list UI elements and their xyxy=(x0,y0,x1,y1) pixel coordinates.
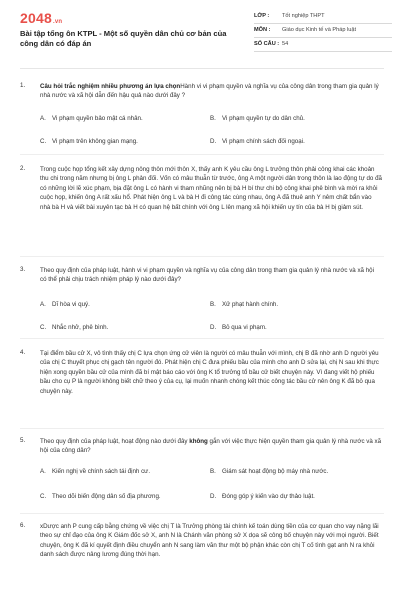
option-d[interactable]: D. Bỏ qua vi phạm. xyxy=(210,324,267,331)
meta-value-mon: Giáo dục Kinh tế và Pháp luật xyxy=(282,27,357,33)
option-b[interactable]: B. Vi phạm quyền tự do dân chủ. xyxy=(210,115,305,122)
meta-value-socau: 54 xyxy=(282,41,289,47)
question-divider xyxy=(20,338,384,339)
document-meta xyxy=(254,10,392,52)
question-text: Theo quy định của pháp luật, hành vi vi phạm quyền và nghĩa vụ của công dân trong tham gia quản lý nhà nước và xã hội có thể phải chịu trách nhiệm pháp lý nào dưới đây? xyxy=(40,267,374,284)
option-a[interactable]: A. Vi phạm quyền bảo mật cá nhân. xyxy=(40,115,143,122)
meta-row-lop xyxy=(254,10,392,24)
question-number: 2. xyxy=(20,165,26,172)
question-number: 4. xyxy=(20,349,26,356)
meta-label-socau: SỐ CÂU : xyxy=(254,41,280,47)
question-number: 1. xyxy=(20,82,26,89)
question-5 xyxy=(20,437,382,517)
option-d[interactable]: D. Vi phạm chính sách đối ngoại. xyxy=(210,138,305,145)
question-3 xyxy=(20,266,382,362)
question-6 xyxy=(20,522,382,598)
question-number: 5. xyxy=(20,437,26,444)
question-number: 6. xyxy=(20,522,26,529)
question-divider xyxy=(20,256,384,257)
option-a[interactable]: A. Dĩ hòa vi quý. xyxy=(40,301,90,308)
question-text: Theo quy định của pháp luật, hoạt động nào dưới đây không gắn với việc thực hiện quyền tham gia quản lý nhà nước và xã hội của công dân? xyxy=(40,438,382,455)
question-divider xyxy=(20,154,384,155)
question-2 xyxy=(20,165,382,255)
question-text: Câu hỏi trắc nghiệm nhiều phương án lựa chọnHành vi vi phạm quyền và nghĩa vụ của công dân trong tham gia quản lý nhà nước và xã hội dẫn đến hậu quả nào dưới đây ? xyxy=(40,83,379,100)
document-title: Bài tập tổng ôn KTPL - Một số quyền dân chủ cơ bản của công dân có đáp án xyxy=(20,29,227,48)
option-d[interactable]: D. Đóng góp ý kiến vào dự thảo luật. xyxy=(210,493,315,500)
question-1 xyxy=(20,82,382,152)
meta-label-mon: MÔN : xyxy=(254,27,271,33)
option-c[interactable]: C. Nhắc nhở, phê bình. xyxy=(40,324,109,331)
question-text: xDược anh P cung cấp bằng chứng về việc chị T là Trưởng phòng tài chính kế toán dùng tiền của cơ quan cho vay nặng lãi theo sự chỉ đạo của ông K Giám đốc sở X, anh N là Chánh văn phòng sở X dọa sẽ công bố chuyện này với mọi người. Biết chuyện, ông K đã kí quyết định điều chuyển anh N sang làm văn thư một bộ phận khác còn chị T cố tình gạt anh N ra khỏi danh sách được nâng lương đúng thời hạn. xyxy=(40,523,379,559)
option-b[interactable]: B. Xử phạt hành chính. xyxy=(210,301,279,308)
document-header xyxy=(0,0,400,62)
option-c[interactable]: C. Vi phạm trên không gian mạng. xyxy=(40,138,138,145)
question-text: Trong cuộc họp tổng kết xây dựng nông thôn mới thôn X, thấy anh K yêu cầu ông L trưởng thôn phải công khai các khoản thu chi trong năm nhưng bị ông L phản đối. Vốn có mâu thuẫn từ trước, ông A một người dân trong thôn là lao động tự do đã có những lời lẽ xúc phạm, bịa đặt ông L có hành vi tham nhũng nên bị bà H bí thư chi bộ công khai phê bình và mời ra khỏi cuộc họp, khiến ông A rất xấu hổ. Phát hiện ông L và bà H đi công tác cùng nhau, ông A đã thuê anh Y nêm chất bẩn vào nhà bà H và viết bài xuyên tạc bà H có quan hệ bất chính với ông L lên mạng xã hội khiến uy tín của bà H bị giảm sút. xyxy=(40,166,382,211)
question-4 xyxy=(20,349,382,429)
option-c[interactable]: C. Theo dõi biến động dân số địa phương. xyxy=(40,493,161,500)
question-divider xyxy=(20,428,384,429)
meta-row-socau xyxy=(254,38,392,52)
header-divider xyxy=(20,68,384,69)
question-number: 3. xyxy=(20,266,26,273)
site-logo[interactable]: 2048.vn xyxy=(20,10,63,26)
option-a[interactable]: A. Kiến nghị về chính sách tái định cư. xyxy=(40,468,151,475)
question-text: Tại điểm bầu cử X, vô tình thấy chị C lựa chọn ứng cử viên là người có mâu thuẫn với mình, chị B đã nhờ anh D người yêu của chị C thuyết phục chị gạch tên người đó. Phát hiện chị C đưa phiếu bầu của mình cho anh D sửa lại, chị N sau khi thực hiện xong quyền bầu cử của mình đã bí mật báo cáo với ông K tổ trưởng tổ bầu cử biết chuyện này. Vì đang viết hộ phiếu bầu cho cụ P là người không biết chữ theo ý của cụ, lại muốn nhanh chóng kết thúc công tác bầu cử nên ông K đã bỏ qua chuyện này. xyxy=(40,350,379,395)
option-b[interactable]: B. Giám sát hoạt động bộ máy nhà nước. xyxy=(210,468,329,475)
meta-value-lop: Tốt nghiệp THPT xyxy=(282,13,325,19)
meta-label-lop: LỚP : xyxy=(254,13,270,19)
meta-row-mon xyxy=(254,24,392,38)
question-divider xyxy=(20,513,384,514)
